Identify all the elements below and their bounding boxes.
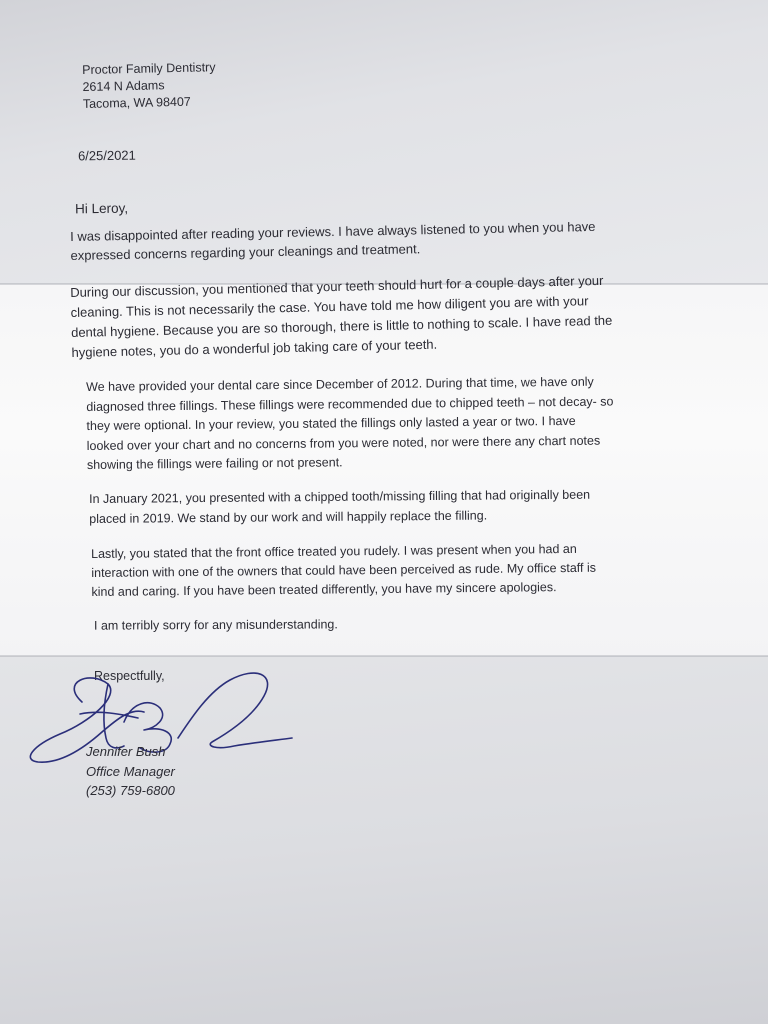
paragraph-line: looked over your chart and no concerns from you were noted, nor were there any chart notes <box>86 433 601 453</box>
paragraph-line: expressed concerns regarding your cleanings and treatment. <box>70 241 421 263</box>
signature-block <box>86 742 175 801</box>
signature-stroke <box>104 684 124 748</box>
greeting: Hi Leroy, <box>74 200 129 217</box>
signer-name: Jennifer Bush <box>86 744 166 759</box>
paragraph-line: I was disappointed after reading your reviews. I have always listened to you when you have <box>70 218 596 244</box>
paragraph-line: cleaning. This is not necessarily the case. You have told me how diligent you are with your <box>70 293 589 320</box>
paragraph-line: We have provided your dental care since December of 2012. During that time, we have only <box>86 374 594 394</box>
paragraph-line: hygiene notes, you do a wonderful job taking care of your teeth. <box>71 336 438 360</box>
city-state-zip: Tacoma, WA 98407 <box>82 94 191 111</box>
paragraph-line: During our discussion, you mentioned that your teeth should hurt for a couple days after your <box>70 272 604 300</box>
signature-stroke <box>178 673 292 748</box>
paragraph-line: placed in 2019. We stand by our work and will happily replace the filling. <box>89 508 488 526</box>
paragraph-line: dental hygiene. Because you are so thorough, there is little to nothing to scale. I have read the <box>70 312 613 340</box>
paragraph-6: I am terribly sorry for any misunderstanding. <box>93 617 338 633</box>
signer-phone: (253) 759-6800 <box>86 783 175 798</box>
paragraph-line: Lastly, you stated that the front office treated you rudely. I was present when you had an <box>91 541 577 561</box>
street-address: 2614 N Adams <box>82 78 165 94</box>
letterhead-address <box>82 59 216 113</box>
letter-date: 6/25/2021 <box>77 147 136 164</box>
paragraph-4 <box>89 486 590 529</box>
paragraph-line: kind and caring. If you have been treated differently, you have my sincere apologies. <box>91 580 557 599</box>
paragraph-3 <box>86 372 614 475</box>
paragraph-line: In January 2021, you presented with a chipped tooth/missing filling that had originally been <box>89 487 591 506</box>
paragraph-2 <box>70 271 613 363</box>
paragraph-line: interaction with one of the owners that could have been perceived as rude. My office staff is <box>91 560 597 580</box>
paragraph-line: showing the fillings were failing or not present. <box>86 455 343 472</box>
paragraph-5 <box>91 540 596 602</box>
closing: Respectfully, <box>94 669 165 683</box>
paper-crease-bottom <box>0 655 768 657</box>
practice-name: Proctor Family Dentistry <box>82 60 216 77</box>
paragraph-line: diagnosed three fillings. These fillings were recommended due to chipped teeth – not decay- so <box>86 393 614 414</box>
signer-title: Office Manager <box>86 763 175 779</box>
paragraph-line: they were optional. In your review, you stated the fillings only lasted a year or two. I have <box>86 413 576 433</box>
